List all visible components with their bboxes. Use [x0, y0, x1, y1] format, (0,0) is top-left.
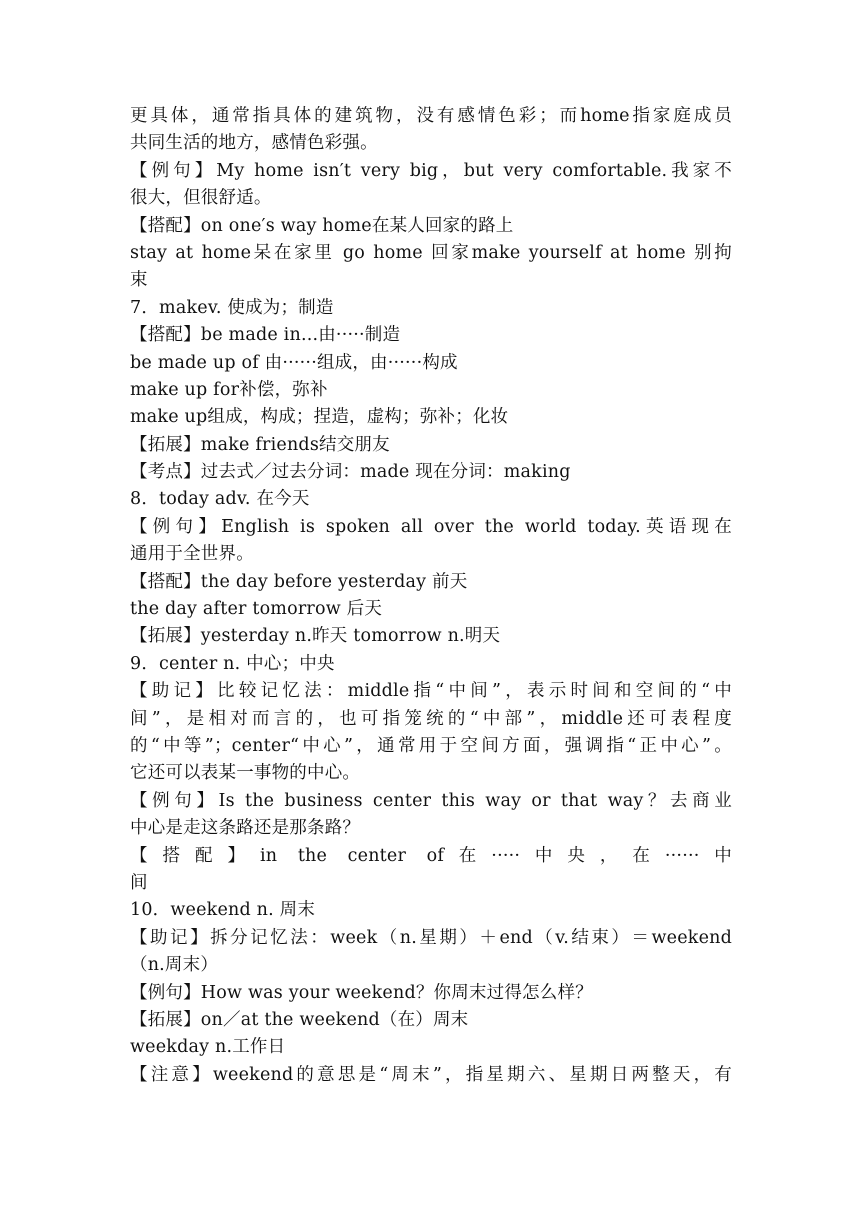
text-line: 共同生活的地方，感情色彩强。 — [130, 133, 378, 154]
text-line: make up组成，构成；捏造，虚构；弥补；化妆 — [130, 407, 509, 428]
text-line: 束 — [130, 270, 148, 291]
entry-heading-center: 9．center n. 中心；中央 — [130, 653, 335, 674]
text-line: 间”，是相对而言的，也可指笼统的“中部”，middle还可表程度 — [130, 708, 732, 729]
text-line: 间 — [130, 872, 148, 893]
mnemonic-line: 【助记】拆分记忆法：week（n.星期）＋end（v.结束）＝weekend — [130, 927, 732, 948]
example-line: 【例句】Is the business center this way or that way？去商业 — [130, 790, 732, 811]
document-text-block — [130, 103, 732, 1089]
text-line: make up for补偿，弥补 — [130, 379, 328, 400]
collocation-line: 【搭配】in the center of在·····中央，在······中 — [130, 845, 732, 866]
extension-line: 【拓展】yesterday n.昨天 tomorrow n.明天 — [130, 626, 501, 647]
text-line: 通用于全世界。 — [130, 544, 254, 565]
text-line: （n.周末） — [130, 955, 219, 976]
collocation-line: 【搭配】be made in...由·····制造 — [130, 325, 401, 346]
example-line: 【例句】English is spoken all over the world today.英语现在 — [130, 516, 732, 537]
text-line: weekday n.工作日 — [130, 1037, 286, 1058]
collocation-line: 【搭配】the day before yesterday 前天 — [130, 571, 468, 592]
entry-heading-make: 7．makev. 使成为；制造 — [130, 297, 334, 318]
text-line: 很大，但很舒适。 — [130, 188, 272, 209]
text-line: be made up of 由······组成，由······构成 — [130, 352, 458, 373]
text-line: 的“中等”；center“中心”，通常用于空间方面，强调指“正中心”。 — [130, 735, 732, 756]
entry-heading-today: 8．today adv. 在今天 — [130, 489, 310, 510]
text-line: 中心是走这条路还是那条路？ — [130, 818, 361, 839]
exam-point-line: 【考点】过去式／过去分词：made 现在分词：making — [130, 462, 571, 483]
text-line: 更具体，通常指具体的建筑物，没有感情色彩；而home指家庭成员 — [130, 106, 732, 126]
extension-line: 【拓展】on／at the weekend（在）周末 — [130, 1009, 469, 1030]
example-line: 【例句】My home isn′t very big，but very comfortable.我家不 — [130, 160, 732, 181]
text-line: the day after tomorrow 后天 — [130, 599, 383, 620]
entry-heading-weekend: 10．weekend n. 周末 — [130, 900, 316, 921]
text-line: 它还可以表某一事物的中心。 — [130, 763, 361, 784]
mnemonic-line: 【助记】比较记忆法：middle指“中间”，表示时间和空间的“中 — [130, 681, 732, 702]
collocation-line: 【搭配】on one′s way home在某人回家的路上 — [130, 215, 514, 236]
text-line: stay at home呆在家里 go home 回家make yourself at home 别拘 — [130, 242, 732, 263]
extension-line: 【拓展】make friends结交朋友 — [130, 434, 390, 455]
note-line: 【注意】weekend的意思是“周末”，指星期六、星期日两整天，有 — [130, 1064, 732, 1085]
example-line: 【例句】How was your weekend？你周末过得怎么样？ — [130, 982, 593, 1003]
